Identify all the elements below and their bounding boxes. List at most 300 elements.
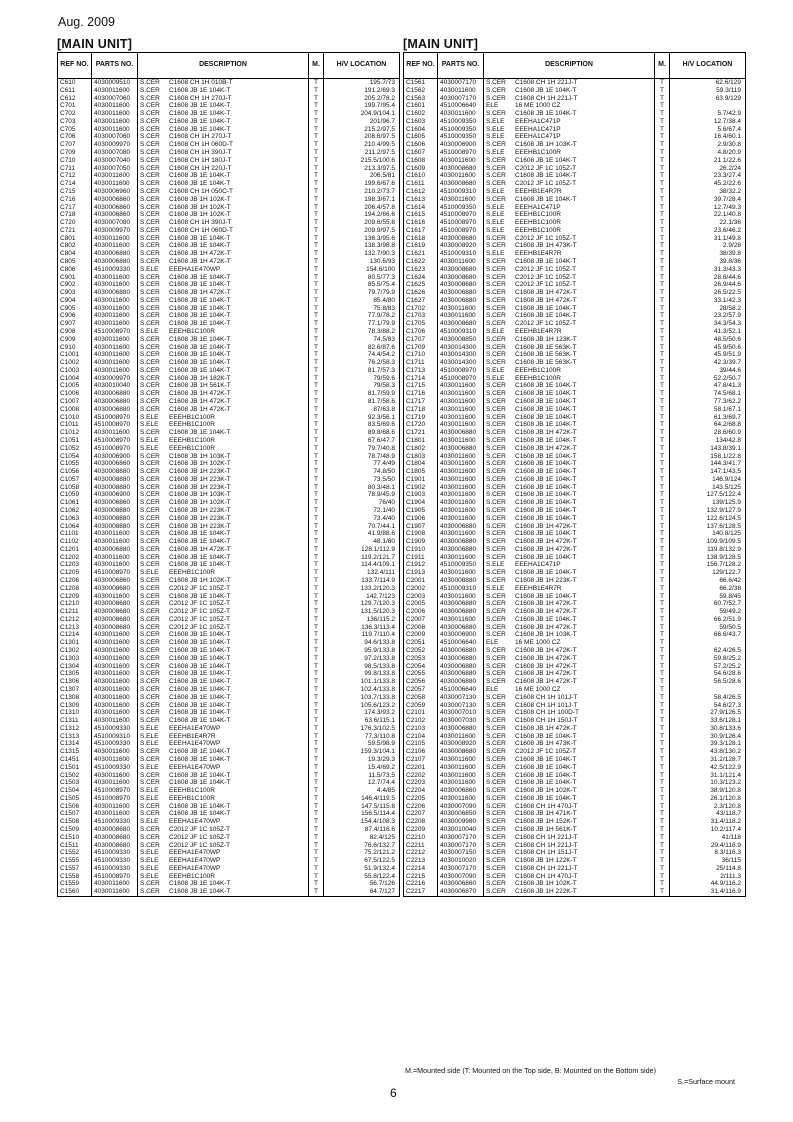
description-cell <box>138 87 309 95</box>
location-cell: 77.4/49 <box>324 460 400 468</box>
ref-no-cell: C1802 <box>404 445 438 453</box>
parts-no-cell: 4030011600 <box>438 795 484 803</box>
description-cell <box>484 250 655 258</box>
description-cell <box>138 717 309 725</box>
description-cell <box>138 616 309 624</box>
mounted-side-cell: T <box>655 359 670 367</box>
mounted-side-cell: T <box>309 460 324 468</box>
description-cell <box>138 110 309 118</box>
parts-no-cell: 4030011600 <box>438 453 484 461</box>
description-cell <box>138 437 309 445</box>
part-type: S.CER <box>140 514 160 522</box>
mounted-side-cell: T <box>309 141 324 149</box>
part-type: S.CER <box>486 398 506 406</box>
description-cell <box>484 670 655 678</box>
part-description: C1608 JB 1E 104K-T <box>169 180 231 188</box>
part-type: S.CER <box>140 748 160 756</box>
table-row <box>404 600 746 608</box>
table-row <box>58 390 400 398</box>
mounted-side-cell: T <box>309 468 324 476</box>
ref-no-cell: C1709 <box>404 344 438 352</box>
parts-no-cell: 4030011600 <box>438 258 484 266</box>
description-cell <box>138 79 309 87</box>
ref-no-cell: C1711 <box>404 359 438 367</box>
description-cell <box>138 546 309 554</box>
ref-no-cell: C2105 <box>404 740 438 748</box>
table-row <box>404 779 746 787</box>
mounted-side-cell: T <box>655 888 670 896</box>
description-cell <box>138 172 309 180</box>
mounted-side-cell: T <box>655 694 670 702</box>
table-row <box>404 717 746 725</box>
location-cell: 77.3/110.8 <box>324 733 400 741</box>
part-description: EEEHB1C100R <box>169 436 215 444</box>
mounted-side-cell: T <box>309 631 324 639</box>
part-type: S.ELE <box>486 203 505 211</box>
location-cell: 5.7/42.9 <box>670 110 746 118</box>
parts-no-cell: 4030008680 <box>92 826 138 834</box>
part-description: EEEHA1C471P <box>515 117 561 125</box>
location-cell: 26.9/44.6 <box>670 281 746 289</box>
parts-no-cell: 4030011600 <box>92 709 138 717</box>
description-cell <box>484 663 655 671</box>
table-row <box>58 709 400 717</box>
location-cell: 59/50.5 <box>670 624 746 632</box>
table-row <box>404 515 746 523</box>
ref-no-cell: C611 <box>58 87 92 95</box>
part-type: S.CER <box>140 187 160 195</box>
location-cell: 19.3/29.3 <box>324 756 400 764</box>
parts-no-cell: 4030008680 <box>92 600 138 608</box>
parts-no-cell: 4030011600 <box>438 312 484 320</box>
mounted-side-cell: T <box>655 460 670 468</box>
location-cell: 87.4/116.6 <box>324 826 400 834</box>
ref-no-cell: C1301 <box>58 639 92 647</box>
description-cell <box>484 274 655 282</box>
parts-no-cell: 4030014300 <box>438 359 484 367</box>
location-cell: 77.1/79.9 <box>324 320 400 328</box>
description-header: DESCRIPTION <box>484 53 655 79</box>
location-cell: 59.5/98.9 <box>324 740 400 748</box>
description-cell <box>138 102 309 110</box>
ref-no-cell: C718 <box>58 211 92 219</box>
part-type: S.ELE <box>140 794 159 802</box>
mounted-side-cell: T <box>655 429 670 437</box>
part-type: S.CER <box>140 296 160 304</box>
table-row <box>404 787 746 795</box>
location-cell: 81.7/59.9 <box>324 390 400 398</box>
ref-no-cell: C1205 <box>58 569 92 577</box>
part-type: S.CER <box>140 709 160 717</box>
description-cell <box>138 227 309 235</box>
part-description: C1608 JB 1H 472K-T <box>169 398 231 406</box>
mounted-side-cell: T <box>309 266 324 274</box>
table-row <box>404 133 746 141</box>
part-type: S.CER <box>140 553 160 561</box>
table-row <box>58 484 400 492</box>
location-cell: 89.8/68.6 <box>324 429 400 437</box>
description-cell <box>138 445 309 453</box>
part-type: S.CER <box>140 491 160 499</box>
part-description: C1608 JB 1E 104K-T <box>515 156 577 164</box>
location-cell: 4.4/85 <box>324 787 400 795</box>
mounted-side-cell: T <box>655 795 670 803</box>
parts-no-cell: 4030006900 <box>92 491 138 499</box>
location-cell: 22.1/36 <box>670 219 746 227</box>
ref-no-cell: C2001 <box>404 577 438 585</box>
table-row <box>404 546 746 554</box>
parts-no-cell: 4030011600 <box>92 803 138 811</box>
table-row <box>404 834 746 842</box>
ref-no-cell: C1309 <box>58 702 92 710</box>
table-row <box>404 406 746 414</box>
part-description: C2012 JF 1C 105Z-T <box>169 833 231 841</box>
description-cell <box>138 484 309 492</box>
mounted-side-cell: T <box>309 733 324 741</box>
part-type: S.ELE <box>486 374 505 382</box>
part-description: C1608 JB 1H 472K-T <box>515 608 577 616</box>
description-cell <box>138 133 309 141</box>
location-cell: 5.6/67.4 <box>670 126 746 134</box>
location-cell: 45.2/22.6 <box>670 180 746 188</box>
description-cell <box>484 631 655 639</box>
parts-no-cell: 4030006860 <box>92 499 138 507</box>
location-cell: 147.1/43.5 <box>670 468 746 476</box>
part-description: EEEHB1C100R <box>169 569 215 577</box>
description-cell <box>484 141 655 149</box>
part-type: S.CER <box>140 460 160 468</box>
table-row <box>404 421 746 429</box>
table-row <box>58 460 400 468</box>
parts-no-cell: 4030011600 <box>92 639 138 647</box>
part-description: C1608 JB 1E 104K-T <box>515 763 577 771</box>
parts-no-cell: 4030006880 <box>438 678 484 686</box>
description-cell <box>138 740 309 748</box>
mounted-side-cell: T <box>309 515 324 523</box>
location-cell: 143.8/39.1 <box>670 445 746 453</box>
description-cell <box>138 849 309 857</box>
parts-no-cell: 4030007170 <box>438 865 484 873</box>
mounted-side-cell: T <box>309 484 324 492</box>
table-row <box>58 126 400 134</box>
table-row <box>58 437 400 445</box>
location-cell: 10.2/117.4 <box>670 826 746 834</box>
table-row <box>58 172 400 180</box>
mounted-side-cell: T <box>655 538 670 546</box>
parts-no-cell: 4510008970 <box>92 328 138 336</box>
part-description: EEEHB1C100R <box>169 444 215 452</box>
mounted-side-header: M. <box>309 53 324 79</box>
part-description: C1608 JB 1H 472K-T <box>515 647 577 655</box>
table-row <box>58 157 400 165</box>
mounted-side-cell: T <box>655 686 670 694</box>
mounted-side-cell: T <box>655 328 670 336</box>
description-cell <box>138 624 309 632</box>
mounted-side-cell: T <box>309 772 324 780</box>
part-description: C1608 JB 1E 104K-T <box>169 320 231 328</box>
mounted-side-cell: T <box>655 577 670 585</box>
table-row <box>58 873 400 881</box>
table-row <box>58 336 400 344</box>
ref-no-cell: C1006 <box>58 390 92 398</box>
parts-no-cell: 4030006880 <box>438 608 484 616</box>
location-cell: 119.8/132.9 <box>670 546 746 554</box>
part-description: C1608 JB 1H 471K-T <box>515 810 577 818</box>
location-cell: 78.7/48.9 <box>324 453 400 461</box>
parts-no-cell: 4030009970 <box>92 227 138 235</box>
mounted-side-cell: T <box>655 437 670 445</box>
ref-no-cell: C1511 <box>58 842 92 850</box>
table-row <box>58 857 400 865</box>
ref-no-cell: C2008 <box>404 624 438 632</box>
location-cell: 209.9/97.5 <box>324 227 400 235</box>
part-description: C1608 JB 1H 223K-T <box>515 577 577 584</box>
part-description: C1608 JB 1E 104K-T <box>169 351 231 359</box>
description-cell <box>484 406 655 414</box>
description-cell <box>484 266 655 274</box>
ref-no-cell: C1005 <box>58 382 92 390</box>
ref-no-cell: C2054 <box>404 663 438 671</box>
part-type: S.CER <box>486 180 506 188</box>
description-cell <box>484 787 655 795</box>
part-type: S.CER <box>140 662 160 670</box>
mounted-side-cell: T <box>309 227 324 235</box>
mounted-side-cell: T <box>309 834 324 842</box>
part-description: EEEHB1C100R <box>515 149 561 157</box>
parts-no-cell: 4030008880 <box>92 515 138 523</box>
part-description: EEEHB1E4R7R <box>515 584 562 592</box>
ref-no-cell: C1555 <box>58 857 92 865</box>
table-row <box>58 546 400 554</box>
mounted-side-cell: T <box>655 491 670 499</box>
description-cell <box>484 865 655 873</box>
location-cell: 22.1/40.8 <box>670 211 746 219</box>
parts-no-cell: 4030006870 <box>438 888 484 896</box>
description-cell <box>138 460 309 468</box>
location-cell: 29.4/116.9 <box>670 842 746 850</box>
table-row <box>404 639 746 647</box>
parts-no-cell: 4030011600 <box>92 538 138 546</box>
ref-no-cell: C1612 <box>404 188 438 196</box>
table-row <box>404 554 746 562</box>
part-type: S.CER <box>486 841 506 849</box>
part-type: S.CER <box>486 608 506 616</box>
description-cell <box>484 772 655 780</box>
description-cell <box>484 569 655 577</box>
mounted-side-cell: T <box>309 779 324 787</box>
location-cell: 147.5/115.8 <box>324 803 400 811</box>
ref-no-cell: C2059 <box>404 702 438 710</box>
parts-no-cell: 4510009310 <box>92 733 138 741</box>
part-type: S.CER <box>140 281 160 289</box>
parts-no-cell: 4030011600 <box>92 756 138 764</box>
parts-no-cell: 4030006880 <box>92 250 138 258</box>
mounted-side-cell: T <box>309 538 324 546</box>
description-cell <box>138 118 309 126</box>
part-description: C1608 CH 1H 060D-T <box>169 226 233 234</box>
table-row <box>58 663 400 671</box>
parts-no-cell: 4030008680 <box>92 616 138 624</box>
ref-no-cell: C2102 <box>404 717 438 725</box>
mounted-side-cell: T <box>655 227 670 235</box>
parts-no-cell: 4030007130 <box>438 702 484 710</box>
location-cell: 63.9/129 <box>670 95 746 103</box>
location-cell: 209.6/55.8 <box>324 219 400 227</box>
part-description: C1608 JB 1E 104K-T <box>515 390 577 398</box>
part-description: C1608 CH 1H 101J-T <box>515 693 578 701</box>
table-row <box>58 196 400 204</box>
location-cell: 156.5/114.4 <box>324 810 400 818</box>
description-cell <box>484 756 655 764</box>
table-row <box>404 95 746 103</box>
parts-no-cell: 4030006880 <box>438 725 484 733</box>
description-cell <box>138 157 309 165</box>
parts-no-cell: 4510008970 <box>438 149 484 157</box>
mounted-side-cell: T <box>655 149 670 157</box>
parts-no-cell: 4030011600 <box>92 593 138 601</box>
description-cell <box>484 499 655 507</box>
part-type: S.CER <box>140 312 160 320</box>
mounted-side-cell: T <box>309 748 324 756</box>
part-type: S.CER <box>486 732 506 740</box>
table-row <box>404 803 746 811</box>
location-cell: 73.4/40 <box>324 515 400 523</box>
part-type: S.CER <box>486 810 506 818</box>
parts-no-cell: 4030007150 <box>438 849 484 857</box>
location-cell: 87/63.8 <box>324 406 400 414</box>
part-type: S.CER <box>140 125 160 133</box>
ref-no-cell: C2208 <box>404 818 438 826</box>
part-type: S.CER <box>140 289 160 297</box>
mounted-side-cell: T <box>655 678 670 686</box>
part-type: S.CER <box>486 413 506 421</box>
ref-no-cell: C2053 <box>404 655 438 663</box>
description-cell <box>484 227 655 235</box>
description-cell <box>484 585 655 593</box>
parts-no-cell: 4030011600 <box>92 772 138 780</box>
table-row <box>404 445 746 453</box>
part-description: C1608 JB 1E 104K-T <box>169 685 231 693</box>
part-type: S.CER <box>140 211 160 219</box>
table-row <box>404 196 746 204</box>
location-cell: 129/122.7 <box>670 569 746 577</box>
description-cell <box>138 499 309 507</box>
description-cell <box>484 600 655 608</box>
table-row <box>404 250 746 258</box>
location-cell: 59.3/119 <box>670 87 746 95</box>
ref-no-cell: C1804 <box>404 460 438 468</box>
parts-no-cell: 4030011600 <box>438 460 484 468</box>
description-cell <box>484 523 655 531</box>
part-type: S.CER <box>140 522 160 530</box>
parts-no-cell: 4030006900 <box>92 453 138 461</box>
description-cell <box>484 133 655 141</box>
mounted-side-cell: T <box>309 95 324 103</box>
description-cell <box>484 172 655 180</box>
ref-no-cell: C2101 <box>404 709 438 717</box>
ref-no-cell: C1908 <box>404 530 438 538</box>
parts-no-cell: 4030008880 <box>92 484 138 492</box>
table-row <box>404 398 746 406</box>
part-description: EEEHA1E470WP <box>169 864 221 872</box>
parts-no-cell: 4030011600 <box>92 561 138 569</box>
part-description: C1608 JB 1E 104K-T <box>169 639 231 647</box>
table-row <box>404 491 746 499</box>
part-type: S.CER <box>140 880 160 888</box>
part-type: S.CER <box>140 257 160 265</box>
ref-no-cell: C1606 <box>404 141 438 149</box>
part-description: C1608 JB 1H 472K-T <box>515 522 577 530</box>
parts-no-cell: 4510008970 <box>438 367 484 375</box>
ref-no-cell: C612 <box>58 95 92 103</box>
ref-no-cell: C1212 <box>58 616 92 624</box>
table-row <box>404 499 746 507</box>
location-cell: 63.6/115.1 <box>324 717 400 725</box>
part-type: S.CER <box>140 195 160 203</box>
parts-no-cell: 4030011600 <box>92 351 138 359</box>
part-description: C1608 CH 1H 221J-T <box>515 94 578 102</box>
mounted-side-cell: T <box>309 686 324 694</box>
table-row <box>58 647 400 655</box>
part-description: C1608 JB 1E 563K-T <box>515 343 577 351</box>
description-cell <box>484 87 655 95</box>
ref-no-cell: C1201 <box>58 546 92 554</box>
part-type: S.ELE <box>140 864 159 872</box>
mounted-side-cell: T <box>309 702 324 710</box>
ref-no-cell: C2209 <box>404 826 438 834</box>
mounted-side-cell: T <box>309 624 324 632</box>
table-row <box>404 165 746 173</box>
mounted-side-cell: T <box>655 421 670 429</box>
table-row <box>58 678 400 686</box>
part-type: S.CER <box>486 600 506 608</box>
location-cell: 26.5/22.5 <box>670 289 746 297</box>
mounted-side-cell: T <box>655 702 670 710</box>
location-cell: 12.7/38.4 <box>670 118 746 126</box>
part-type: S.CER <box>486 522 506 530</box>
part-type: S.CER <box>486 156 506 164</box>
part-type: S.CER <box>486 623 506 631</box>
table-row <box>58 211 400 219</box>
mounted-side-cell: T <box>309 787 324 795</box>
parts-no-cell: 4030011600 <box>438 110 484 118</box>
ref-no-cell: C1208 <box>58 585 92 593</box>
parts-no-cell: 4030006880 <box>92 289 138 297</box>
parts-no-cell: 4030007090 <box>438 803 484 811</box>
parts-no-cell: 4030007010 <box>438 709 484 717</box>
ref-no-cell: C710 <box>58 157 92 165</box>
part-description: C1608 JB 1E 104K-T <box>515 553 577 561</box>
mounted-side-cell: T <box>309 414 324 422</box>
parts-no-cell: 4510009330 <box>92 266 138 274</box>
location-cell: 62.4/26.5 <box>670 647 746 655</box>
parts-no-cell: 4030008680 <box>438 281 484 289</box>
parts-no-cell: 4030006850 <box>438 810 484 818</box>
part-type: S.ELE <box>140 413 159 421</box>
ref-no-cell: C1702 <box>404 305 438 313</box>
table-row <box>58 297 400 305</box>
ref-no-cell: C805 <box>58 258 92 266</box>
part-type: S.CER <box>486 514 506 522</box>
part-description: 16 ME 1000 CZ <box>515 685 561 693</box>
ref-no-cell: C2205 <box>404 795 438 803</box>
description-cell <box>138 523 309 531</box>
ref-no-cell: C1061 <box>58 499 92 507</box>
parts-no-cell: 4030008680 <box>438 748 484 756</box>
table-row <box>404 87 746 95</box>
description-cell <box>138 826 309 834</box>
mounted-side-cell: T <box>309 344 324 352</box>
